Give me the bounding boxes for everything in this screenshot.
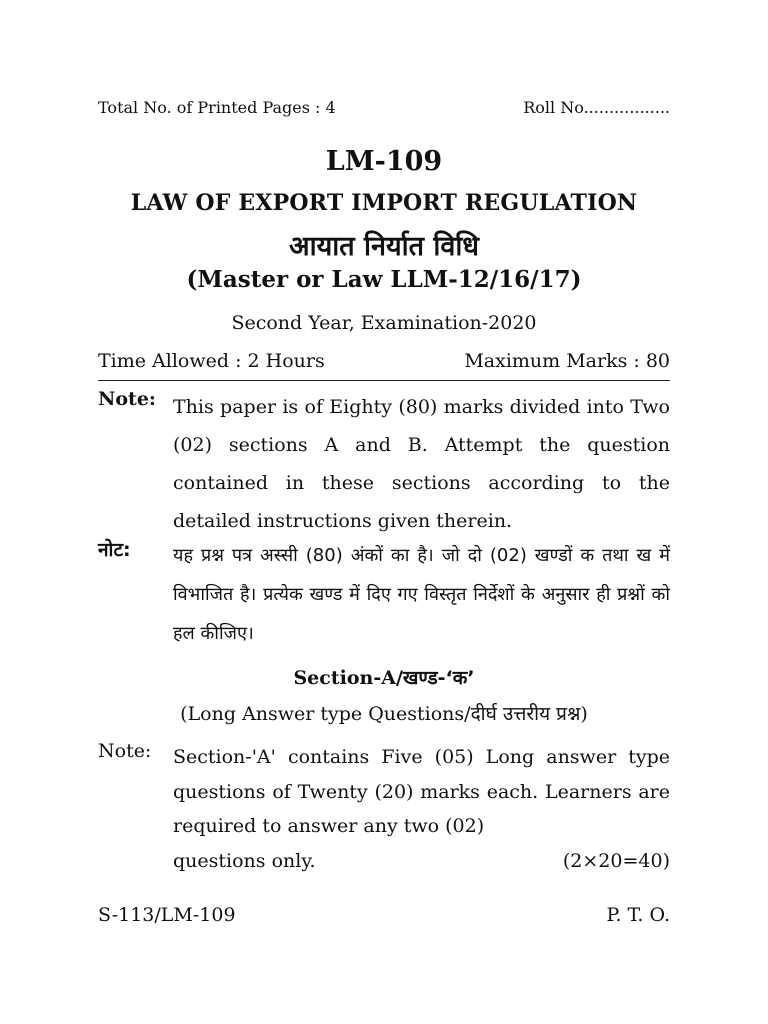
section-a-note bbox=[98, 740, 670, 878]
note-label-hindi: नोट: bbox=[98, 539, 131, 561]
programme-name: (Master or Law LLM-12/16/17) bbox=[186, 266, 582, 293]
time-marks-row bbox=[98, 350, 670, 372]
paper-title-hindi: आयात निर्यात विधि bbox=[288, 231, 480, 262]
section-a-note-last: questions only. bbox=[173, 849, 316, 872]
footer-pto: P. T. O. bbox=[606, 904, 670, 926]
header-row bbox=[98, 98, 670, 117]
note-english bbox=[98, 388, 670, 540]
section-a-heading-english: Section-A/ bbox=[293, 667, 403, 689]
paper-code: LM-109 bbox=[325, 146, 443, 177]
section-a-note-label: Note: bbox=[98, 740, 152, 762]
section-a-marks-line bbox=[173, 844, 670, 879]
section-a-heading-hindi: खण्ड-‘क’ bbox=[402, 667, 475, 689]
note-label: Note: bbox=[98, 388, 156, 410]
examination-year: Second Year, Examination-2020 bbox=[231, 312, 537, 334]
time-allowed: Time Allowed : 2 Hours bbox=[98, 350, 325, 372]
section-a-note-body bbox=[173, 740, 670, 878]
section-a-subheading-english: (Long Answer type Questions/ bbox=[180, 703, 471, 725]
maximum-marks: Maximum Marks : 80 bbox=[464, 350, 670, 372]
footer-paper-code: S-113/LM-109 bbox=[98, 904, 236, 926]
section-a-subheading bbox=[98, 700, 670, 726]
section-a-subheading-close: ) bbox=[580, 703, 588, 725]
section-a-note-text: Section-'A' contains Five (05) Long answer type questions of Twenty (20) marks each. Learners are required to answer any two (02) bbox=[173, 746, 670, 837]
page-footer bbox=[98, 904, 670, 926]
section-a-subheading-hindi: दीर्घ उत्तरीय प्रश्न bbox=[470, 703, 581, 725]
section-a-heading bbox=[98, 664, 670, 690]
note-hindi bbox=[98, 536, 670, 653]
note-text: This paper is of Eighty (80) marks divided into Two (02) sections A and B. Attempt the question contained in these sections according to the detailed instructions given therein. bbox=[173, 396, 670, 532]
note-text-hindi: यह प्रश्न पत्र अस्सी (80) अंकों का है। जो दो (02) खण्डों क तथा ख में विभाजित है। प्रत्येक खण्ड में दिए गए विस्तृत निर्देशों के अनुसार ही प्रश्नों को हल कीजिए। bbox=[173, 545, 670, 644]
roll-number-field: Roll No................. bbox=[523, 98, 670, 117]
paper-title-english: LAW OF EXPORT IMPORT REGULATION bbox=[130, 190, 638, 216]
section-a-marks: (2×20=40) bbox=[562, 849, 670, 872]
printed-pages-count: Total No. of Printed Pages : 4 bbox=[98, 98, 336, 117]
header-divider bbox=[98, 380, 670, 381]
